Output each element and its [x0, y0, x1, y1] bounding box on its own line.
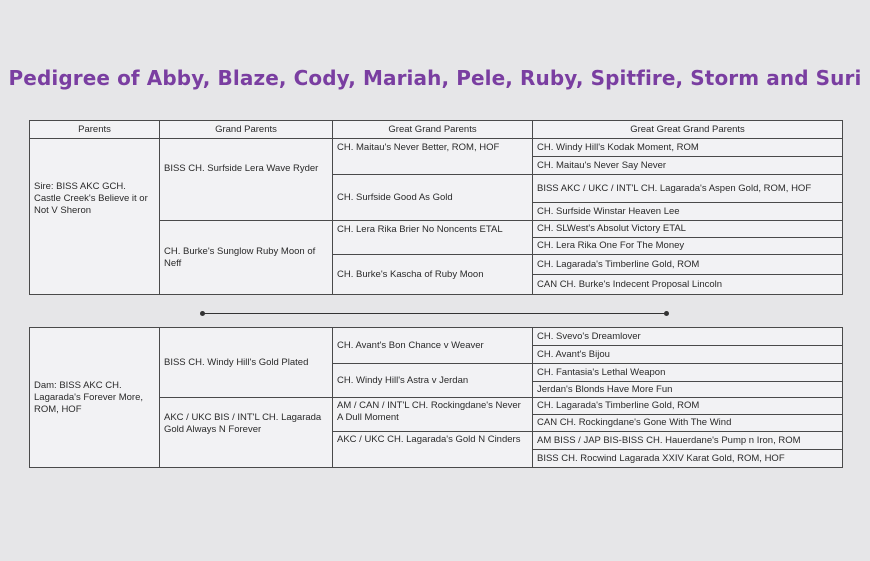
dam-gg-6: CAN CH. Rockingdane's Gone With The Wind: [533, 415, 843, 432]
dam-cell: Dam: BISS AKC CH. Lagarada's Forever More, ROM, HOF: [30, 328, 160, 468]
header-parents: Parents: [30, 121, 160, 139]
header-grand-parents: Grand Parents: [160, 121, 333, 139]
divider-dot-left: [200, 311, 205, 316]
header-row: [30, 121, 843, 139]
dam-great-2: CH. Windy Hill's Astra v Jerdan: [333, 364, 533, 398]
dam-gg-3: CH. Fantasia's Lethal Weapon: [533, 364, 843, 382]
dam-grand-2: AKC / UKC BIS / INT'L CH. Lagarada Gold Always N Forever: [160, 398, 333, 468]
sire-pedigree-table: [29, 120, 843, 295]
sire-great-3: CH. Lera Rika Brier No Noncents ETAL: [333, 221, 533, 255]
sire-gg-7: CH. Lagarada's Timberline Gold, ROM: [533, 255, 843, 275]
dam-great-1: CH. Avant's Bon Chance v Weaver: [333, 328, 533, 364]
sire-gg-6: CH. Lera Rika One For The Money: [533, 238, 843, 255]
sire-gg-3: BISS AKC / UKC / INT'L CH. Lagarada's Aspen Gold, ROM, HOF: [533, 175, 843, 203]
sire-great-2: CH. Surfside Good As Gold: [333, 175, 533, 221]
dam-gg-7: AM BISS / JAP BIS-BISS CH. Hauerdane's Pump n Iron, ROM: [533, 432, 843, 450]
dam-gg-5: CH. Lagarada's Timberline Gold, ROM: [533, 398, 843, 415]
divider-dot-right: [664, 311, 669, 316]
sire-great-1: CH. Maitau's Never Better, ROM, HOF: [333, 139, 533, 175]
page-title: Pedigree of Abby, Blaze, Cody, Mariah, Pele, Ruby, Spitfire, Storm and Suri: [8, 66, 862, 90]
dam-great-3: AM / CAN / INT'L CH. Rockingdane's Never A Dull Moment: [333, 398, 533, 432]
sire-gg-5: CH. SLWest's Absolut Victory ETAL: [533, 221, 843, 238]
header-great-grand-parents: Great Grand Parents: [333, 121, 533, 139]
sire-gg-1: CH. Windy Hill's Kodak Moment, ROM: [533, 139, 843, 157]
sire-grand-2: CH. Burke's Sunglow Ruby Moon of Neff: [160, 221, 333, 295]
dam-great-4: AKC / UKC CH. Lagarada's Gold N Cinders: [333, 432, 533, 468]
sire-great-4: CH. Burke's Kascha of Ruby Moon: [333, 255, 533, 295]
sire-cell: Sire: BISS AKC GCH. Castle Creek's Believe it or Not V Sheron: [30, 139, 160, 295]
header-great-great-grand-parents: Great Great Grand Parents: [533, 121, 843, 139]
dam-gg-4: Jerdan's Blonds Have More Fun: [533, 382, 843, 398]
section-divider: [202, 313, 667, 314]
sire-gg-4: CH. Surfside Winstar Heaven Lee: [533, 203, 843, 221]
dam-gg-8: BISS CH. Rocwind Lagarada XXIV Karat Gold, ROM, HOF: [533, 450, 843, 468]
sire-gg-8: CAN CH. Burke's Indecent Proposal Lincoln: [533, 275, 843, 295]
dam-pedigree-table: [29, 327, 843, 468]
sire-grand-1: BISS CH. Surfside Lera Wave Ryder: [160, 139, 333, 221]
dam-grand-1: BISS CH. Windy Hill's Gold Plated: [160, 328, 333, 398]
dam-gg-1: CH. Svevo's Dreamlover: [533, 328, 843, 346]
sire-gg-2: CH. Maitau's Never Say Never: [533, 157, 843, 175]
dam-gg-2: CH. Avant's Bijou: [533, 346, 843, 364]
